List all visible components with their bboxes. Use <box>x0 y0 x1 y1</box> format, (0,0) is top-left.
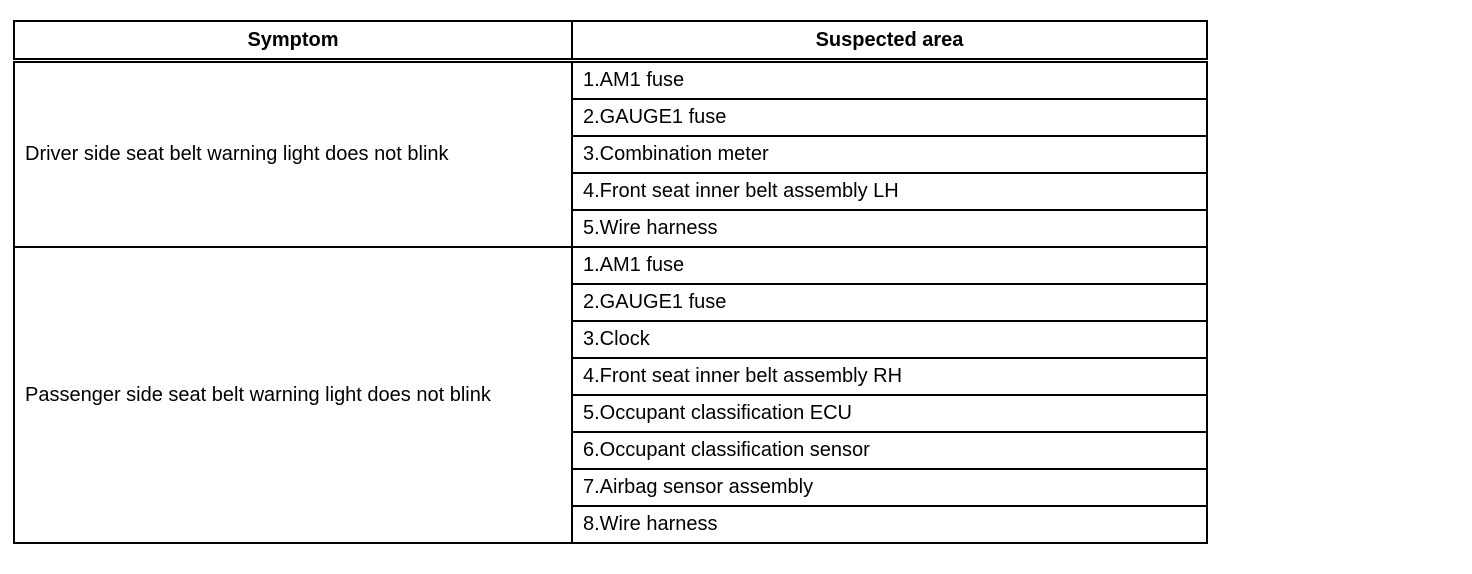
suspected-area-cell: 2.GAUGE1 fuse <box>572 284 1207 321</box>
symptom-table <box>13 20 1208 544</box>
suspected-area-cell: 4.Front seat inner belt assembly RH <box>572 358 1207 395</box>
suspected-area-cell: 3.Combination meter <box>572 136 1207 173</box>
suspected-area-cell: 4.Front seat inner belt assembly LH <box>572 173 1207 210</box>
suspected-area-header: Suspected area <box>572 21 1207 61</box>
header-row <box>14 21 1207 61</box>
symptom-cell: Passenger side seat belt warning light does not blink <box>14 247 572 543</box>
table-row <box>14 61 1207 100</box>
suspected-area-cell: 5.Wire harness <box>572 210 1207 247</box>
suspected-area-cell: 6.Occupant classification sensor <box>572 432 1207 469</box>
suspected-area-cell: 1.AM1 fuse <box>572 61 1207 100</box>
suspected-area-cell: 5.Occupant classification ECU <box>572 395 1207 432</box>
suspected-area-cell: 1.AM1 fuse <box>572 247 1207 284</box>
suspected-area-cell: 3.Clock <box>572 321 1207 358</box>
suspected-area-cell: 8.Wire harness <box>572 506 1207 543</box>
table-row <box>14 247 1207 284</box>
suspected-area-cell: 7.Airbag sensor assembly <box>572 469 1207 506</box>
suspected-area-cell: 2.GAUGE1 fuse <box>572 99 1207 136</box>
symptom-cell: Driver side seat belt warning light does not blink <box>14 61 572 248</box>
symptom-header: Symptom <box>14 21 572 61</box>
